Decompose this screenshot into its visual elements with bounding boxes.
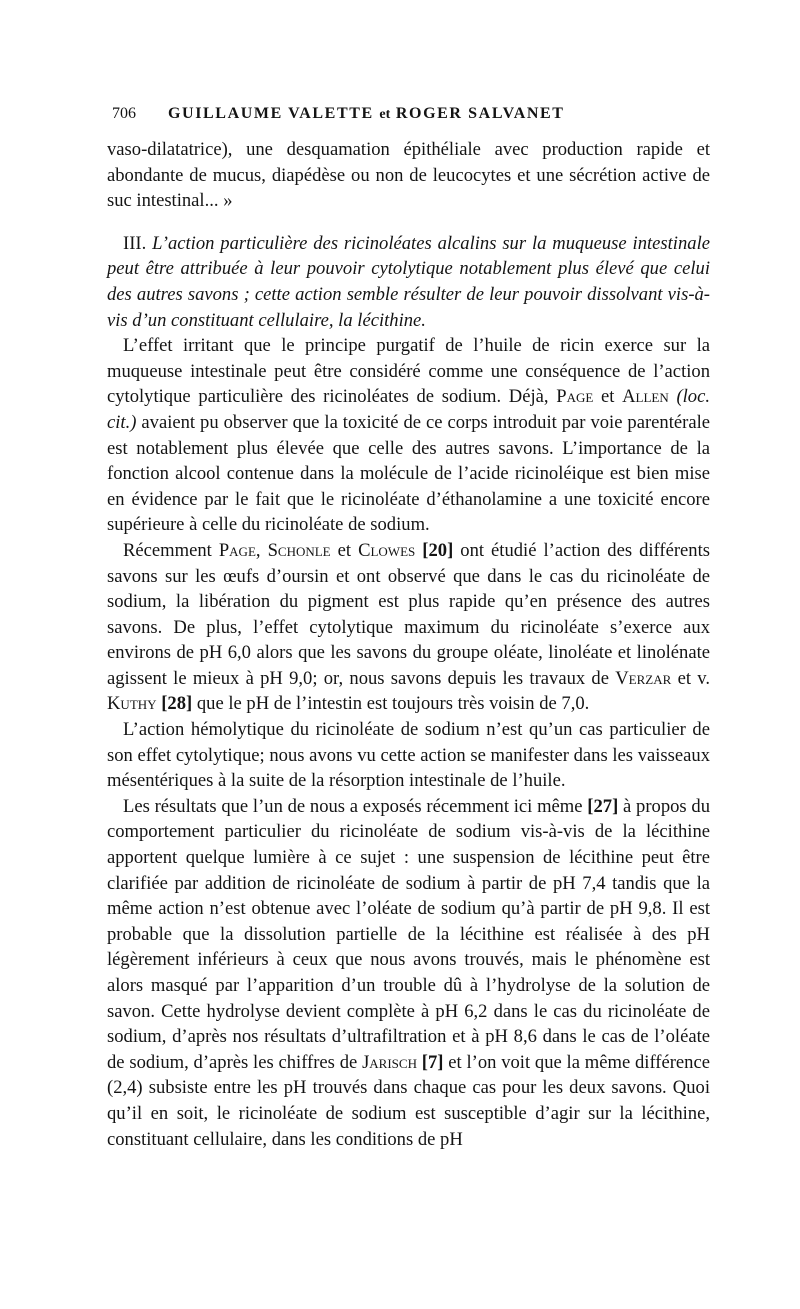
paragraph-effet-irritant [107,333,710,538]
paragraph-text: et l’on voit que la même différence (2,4) subsiste entre les pH trouvés dans chaque cas pour les deux savons. Quoi qu’il en soit, le ricinoléate de sodium est susceptible d’agir sur la lécithine, constituant cellulaire, dans les conditions de pH [107,1051,710,1150]
paragraph-text: à propos du comportement particulier du ricinoléate de sodium vis-à-vis de la lécithine apportent quelque lumière à ce sujet : une suspension de lécithine peut être clarifiée par addition de ricinoléate de sodium à partir de pH 7,4 tandis que la même action n’est obtenue avec l’oléate de sodium qu’à partir de pH 9,8. Il est probable que la dissolution partielle de la lécithine est réalisée à des pH légèrement inférieurs à ceux que nous avons trouvés, mais le phénomène est alors masqué par l’apparition d’un trouble dû à l’hydrolyse de la solution de savon. Cette hydrolyse devient complète à pH 6,2 dans le cas du ricinoléate de sodium, d’après nos résultats d’ultrafiltration et à pH 8,6 dans le cas de l’oléate de sodium, d’après les chiffres de [107,795,711,1073]
conjunction: et [337,539,352,561]
body-text [107,137,710,1152]
reference-marker: [28] [161,693,193,715]
header-conjunction: et [379,107,391,122]
thesis-text: L’action particulière des ricinoléates alcalins sur la muqueuse intestinale peut être attribuée à leur pouvoir cytolytique notablement plus élevé que celui des autres savons ; cette action semble résulter de leur pouvoir dissolvant vis-à-vis d’un constituant cellulaire, la lécithine. [107,232,710,331]
author-name: Clowes [358,539,416,561]
author-name: Kuthy [107,693,157,715]
conjunction: et [601,386,615,408]
citation: (loc. cit.) [107,386,710,433]
paragraph-text: vaso-dilatatrice), une desquamation épithéliale avec production rapide et abondante de mucus, diapédèse ou non de leucocytes et une sécrétion active de suc intestinal... » [107,139,710,212]
author-name: Jarisch [362,1051,417,1073]
author-name: Allen [622,386,669,408]
paragraph-hemolytique [107,717,710,794]
author-1: GUILLAUME VALETTE [168,105,374,122]
reference-marker: [7] [421,1051,444,1073]
paragraph-text: que le pH de l’intestin est toujours très voisin de 7,0. [196,693,590,715]
page-header [112,103,712,125]
paragraph-recemment [107,538,710,717]
paragraph-text: avaient pu observer que la toxicité de ce corps introduit par voie parentérale est notablement plus élevée que celle des autres savons. L’importance de la fonction alcool contenue dans la molécule de l’acide ricinoléique est bien mise en évidence par le fait que le ricinoléate d’éthanolamine a une toxicité encore supérieure à celle du ricinoléate de sodium. [107,411,710,536]
paragraph-resultats [107,794,710,1152]
paragraph-text: Les résultats que l’un de nous a exposés récemment ici même [123,795,583,817]
page-number: 706 [112,105,136,122]
reference-marker: [27] [587,795,619,817]
section-number: III. [123,232,147,254]
paragraph-text: ont étudié l’action des différents savons sur les œufs d’oursin et ont observé que dans le cas du ricinoléate de sodium, la libération du pigment est plus rapide qu’en présence des autres savons. De plus, l’effet cytolytique maximum du ricinoléate s’exerce aux environs de pH 6,0 alors que les savons du groupe oléate, linoléate et linolénate agissent le mieux à pH 9,0; or, nous savons depuis les travaux de [107,539,710,689]
paragraph-text: L’action hémolytique du ricinoléate de sodium n’est qu’un cas particulier de son effet cytolytique; nous avons vu cette action se manifester dans les vaisseaux mésentériques à la suite de la résorption intestinale de l’huile. [107,719,710,792]
paragraph-text: Récemment [123,539,212,561]
author-name: Page [556,386,594,408]
reference-marker: [20] [422,539,454,561]
conjunction: et v. [677,667,710,689]
author-name: Schonle [267,539,331,561]
paragraph-continuation [107,137,710,214]
author-name: Page, [218,539,261,561]
running-head [168,103,565,126]
paragraph-text: L’effet irritant que le principe purgatif de l’huile de ricin exerce sur la muqueuse intestinale peut être considéré comme une conséquence de l’action cytolytique particulière des ricinoléates de sodium. Déjà, [107,335,710,408]
section-thesis-iii [107,231,710,333]
author-2: ROGER SALVANET [395,105,565,122]
author-name: Verzar [615,667,672,689]
